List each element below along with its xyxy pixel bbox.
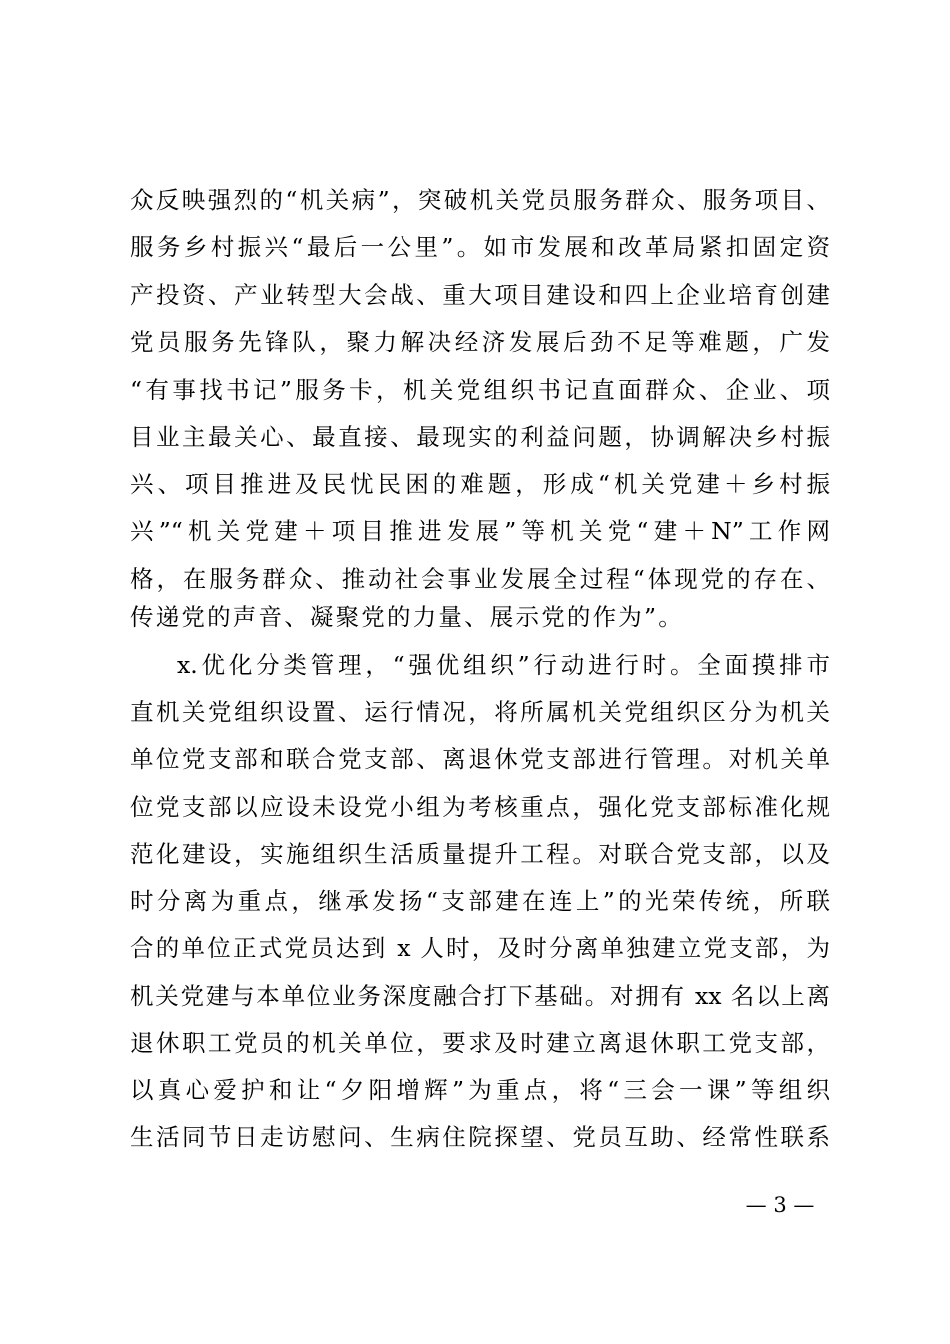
text-line: 范化建设，实施组织生活质量提升工程。对联合党支部，以及 [130,840,830,868]
text-line: 时分离为重点，继承发扬“支部建在连上”的光荣传统，所联 [130,887,830,915]
text-line: 合的单位正式党员达到 x 人时，及时分离单独建立党支部，为 [130,934,830,962]
page-number: — 3 — [745,1193,815,1217]
text-line: 传递党的声音、凝聚党的力量、展示党的作为”。 [130,603,684,631]
paragraph-first-line: x.优化分类管理，“强优组织”行动进行时。全面摸排市 [177,651,830,679]
text-line: 众反映强烈的“机关病”，突破机关党员服务群众、服务项目、 [130,186,830,214]
text-line: 格，在服务群众、推动社会事业发展全过程“体现党的存在、 [130,565,830,593]
text-line: 兴”“机关党建＋项目推进发展”等机关党“建＋N”工作网 [130,517,830,545]
text-line: 目业主最关心、最直接、最现实的利益问题，协调解决乡村振 [130,423,830,451]
text-line: 产投资、产业转型大会战、重大项目建设和四上企业培育创建 [130,281,830,309]
text-line: “有事找书记”服务卡，机关党组织书记直面群众、企业、项 [130,376,830,404]
text-line: 生活同节日走访慰问、生病住院探望、党员互助、经常性联系 [130,1123,830,1151]
text-line: 位党支部以应设未设党小组为考核重点，强化党支部标准化规 [130,793,830,821]
text-line: 以真心爱护和让“夕阳增辉”为重点，将“三会一课”等组织 [130,1076,830,1104]
text-line: 机关党建与本单位业务深度融合打下基础。对拥有 xx 名以上离 [130,982,830,1010]
text-line: 退休职工党员的机关单位，要求及时建立离退休职工党支部， [130,1029,830,1057]
text-line: 直机关党组织设置、运行情况，将所属机关党组织区分为机关 [130,698,830,726]
text-line: 兴、项目推进及民忧民困的难题，形成“机关党建＋乡村振 [130,470,830,498]
text-line: 服务乡村振兴“最后一公里”。如市发展和改革局紧扣固定资 [130,233,830,261]
text-line: 单位党支部和联合党支部、离退休党支部进行管理。对机关单 [130,745,830,773]
text-line: 党员服务先锋队，聚力解决经济发展后劲不足等难题，广发 [130,328,830,356]
